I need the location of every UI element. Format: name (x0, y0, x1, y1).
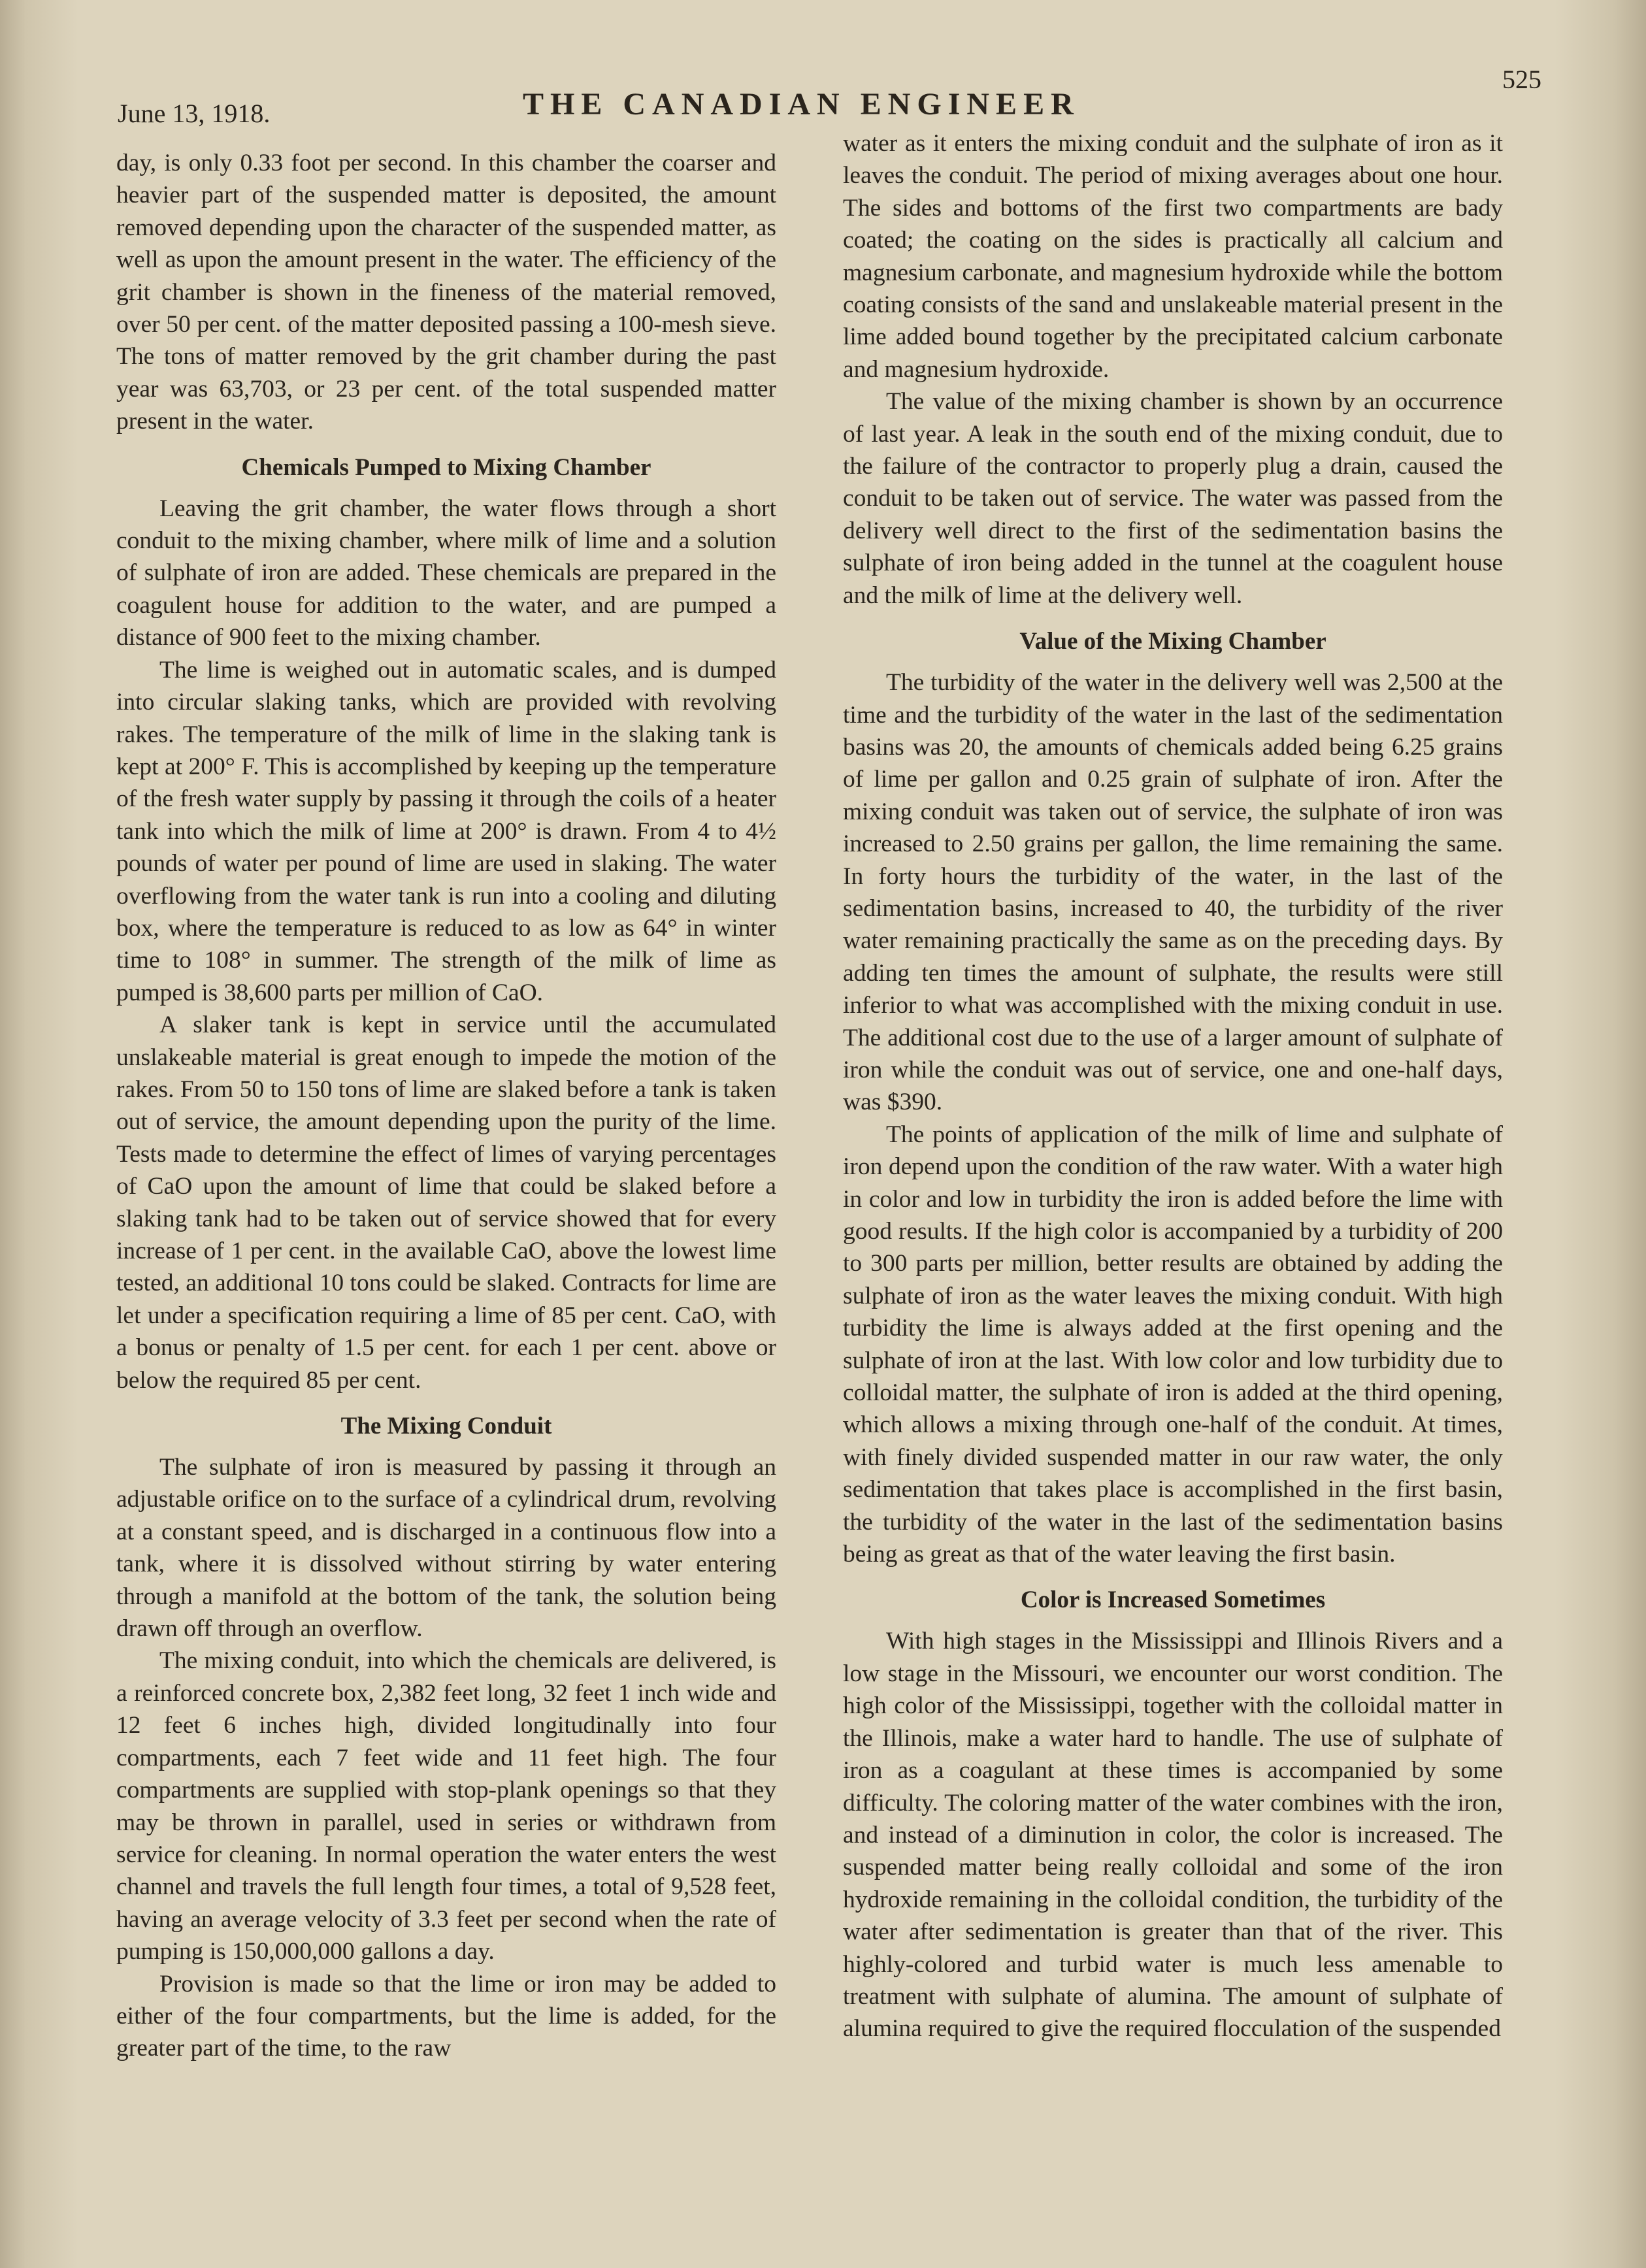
left-column (116, 147, 776, 2065)
paragraph: day, is only 0.33 foot per second. In this chamber the coarser and heavier part of the suspended matter is deposited, the amount removed depending upon the character of the suspended matter, as well as upon the amount present in the water. The efficiency of the grit chamber is shown in the fineness of the material removed, over 50 per cent. of the matter deposited passing a 100-mesh sieve. The tons of matter removed by the grit chamber during the past year was 63,703, or 23 per cent. of the total suspended matter present in the water. (116, 150, 776, 435)
paragraph: The sulphate of iron is measured by passing it through an adjustable orifice on to the surface of a cylindrical drum, revolving at a constant speed, and is discharged in a continuous flow into a tank, where it is dissolved without stirring by water entering through a manifold at the bottom of the tank, the solution being drawn off through an overflow. (116, 1454, 776, 1643)
paragraph: The points of application of the milk of lime and sulphate of iron depend upon the condition of the raw water. With a water high in color and low in turbidity the iron is added before the lime with good results. If the high color is accompanied by a turbidity of 200 to 300 parts per million, better results are obtained by adding the sulphate of iron as the water leaves the mixing conduit. With high turbidity the lime is always added at the first opening and the sulphate of iron at the last. With low color and low turbidity due to colloidal matter, the sulphate of iron is added at the third opening, which allows a mixing through one-half of the conduit. At times, with finely divided suspended matter in our raw water, the only sedimentation that takes place is accomplished in the first basin, the turbidity of the water in the last of the sedimentation basins being as great as that of the water leaving the first basin. (843, 1121, 1503, 1568)
section-heading: The Mixing Conduit (340, 1413, 552, 1440)
page-number: 525 (1502, 65, 1541, 94)
paragraph: The value of the mixing chamber is shown by an occurrence of last year. A leak in the south end of the mixing conduit, due to the failure of the contractor to properly plug a drain, caused the conduit to be taken out of service. The water was passed from the delivery well direct to the first of the sedimentation basins the sulphate of iron being added in the tunnel at the coagulent house and the milk of lime at the delivery well. (843, 388, 1503, 609)
journal-title: THE CANADIAN ENGINEER (523, 87, 1080, 122)
paragraph: The turbidity of the water in the delivery well was 2,500 at the time and the turbidity of the water in the last of the sedimentation basins was 20, the amounts of chemicals added being 6.25 grains of lime per gallon and 0.25 grain of sulphate of iron. After the mixing conduit was taken out of service, the sulphate of iron was increased to 2.50 grains per gallon, the lime remaining the same. In forty hours the turbidity of the water, in the last of the sedimentation basins, increased to 40, the turbidity of the river water remaining practically the same as on the preceding days. By adding ten times the amount of sulphate, the results were still inferior to what was accomplished with the mixing conduit in use. The additional cost due to the use of a larger amount of sulphate of iron while the conduit was out of service, one and one-half days, was $390. (843, 669, 1503, 1116)
section-heading: Value of the Mixing Chamber (1019, 628, 1326, 655)
paragraph: The lime is weighed out in automatic scales, and is dumped into circular slaking tanks, which are provided with revolving rakes. The temperature of the milk of lime in the slaking tank is kept at 200° F. This is accomplished by keeping up the temperature of the fresh water supply by passing it through the coils of a heater tank into which the milk of lime at 200° is drawn. From 4 to 4½ pounds of water per pound of lime are used in slaking. The water overflowing from the water tank is run into a cooling and diluting box, where the temperature is reduced to as low as 64° in winter time to 108° in summer. The strength of the milk of lime as pumped is 38,600 parts per million of CaO. (116, 656, 776, 1006)
paragraph: With high stages in the Mississippi and Illinois Rivers and a low stage in the Missouri, we encounter our worst condition. The high color of the Mississippi, together with the colloidal matter in the Illinois, make a water hard to handle. The use of sulphate of iron as a coagulant at these times is accompanied by some difficulty. The coloring matter of the water combines with the iron, and instead of a diminution in color, the color is increased. The suspended matter being really colloidal and some of the iron hydroxide remaining in the colloidal condition, the turbidity of the water after sedimentation is greater than that of the river. This highly-colored and turbid water is much less amenable to treatment with sulphate of alumina. The amount of sulphate of alumina required to give the required flocculation of the suspended (843, 1628, 1503, 2043)
paragraph: The mixing conduit, into which the chemicals are delivered, is a reinforced concrete box, 2,382 feet long, 32 feet 1 inch wide and 12 feet 6 inches high, divided longitudinally into four compartments, each 7 feet wide and 11 feet high. The four compartments are supplied with stop-plank openings so that they may be thrown in parallel, used in series or withdrawn from service for cleaning. In normal operation the water enters the west channel and travels the full length four times, a total of 9,528 feet, having an average velocity of 3.3 feet per second when the rate of pumping is 150,000,000 gallons a day. (116, 1647, 776, 1965)
issue-date: June 13, 1918. (118, 99, 271, 128)
paragraph: Leaving the grit chamber, the water flows through a short conduit to the mixing chamber, where milk of lime and a solution of sulphate of iron are added. These chemicals are prepared in the coagulent house for addition to the water, and are pumped a distance of 900 feet to the mixing chamber. (116, 495, 776, 651)
section-heading: Chemicals Pumped to Mixing Chamber (241, 453, 651, 481)
page-header (98, 59, 1548, 131)
right-column (843, 127, 1503, 2045)
section-heading: Color is Increased Sometimes (1020, 1586, 1326, 1614)
paragraph: Provision is made so that the lime or iron may be added to either of the four compartments, but the lime is added, for the greater part of the time, to the raw (116, 1970, 776, 2062)
paragraph: A slaker tank is kept in service until the accumulated unslakeable material is great enough to impede the motion of the rakes. From 50 to 150 tons of lime are slaked before a tank is taken out of service, the amount depending upon the purity of the lime. Tests made to determine the effect of limes of varying percentages of CaO upon the amount of lime that could be slaked before a slaking tank had to be taken out of service showed that for every increase of 1 per cent. in the available CaO, above the lowest lime tested, an additional 10 tons could be slaked. Contracts for lime are let under a specification requiring a lime of 85 per cent. CaO, with a bonus or penalty of 1.5 per cent. for each 1 per cent. above or below the required 85 per cent. (116, 1011, 776, 1394)
paragraph: water as it enters the mixing conduit and the sulphate of iron as it leaves the conduit. The period of mixing averages about one hour. The sides and bottoms of the first two compartments are bady coated; the coating on the sides is practically all calcium and magnesium carbonate, and magnesium hydroxide while the bottom coating consists of the sand and unslakeable material present in the lime added bound together by the precipitated calcium carbonate and magnesium hydroxide. (843, 130, 1503, 383)
